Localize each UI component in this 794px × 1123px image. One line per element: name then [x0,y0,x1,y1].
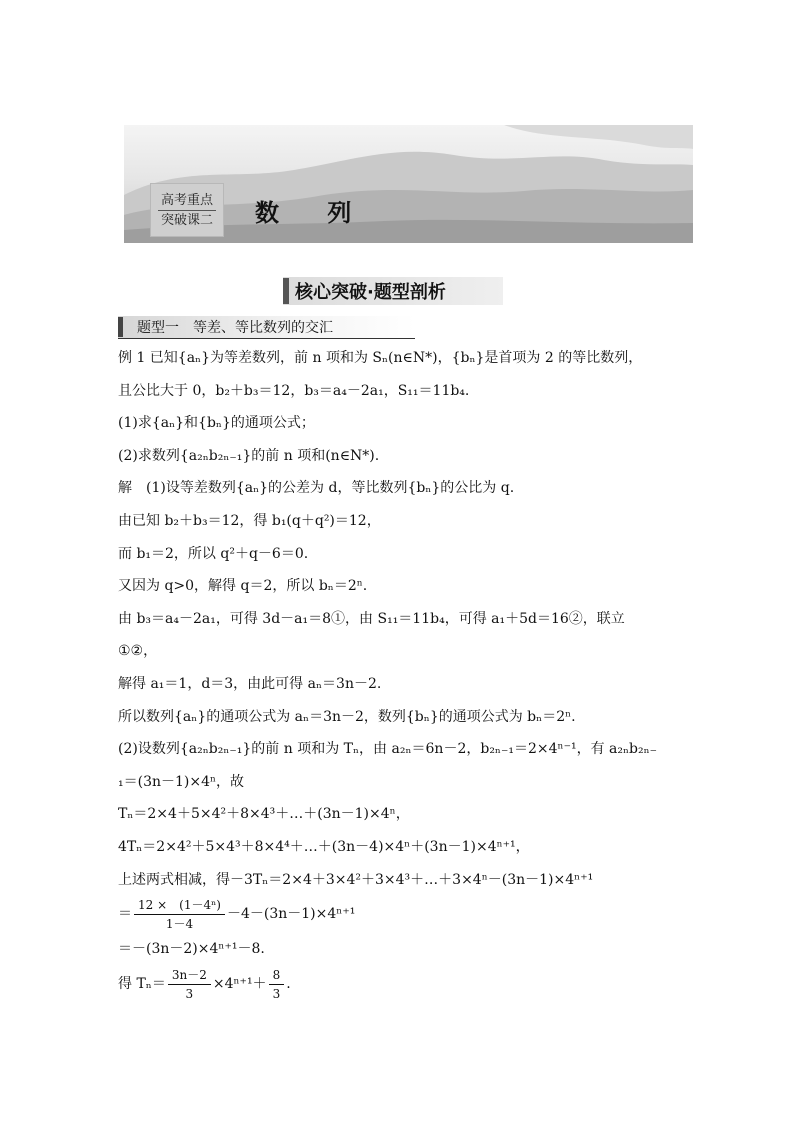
text-line: 解得 a₁＝1，d＝3，由此可得 aₙ＝3n－2. [118,675,382,692]
topic-bar [118,317,123,337]
fraction-line [118,966,693,1003]
fraction-line [118,896,693,933]
section-heading [283,277,503,305]
fraction-denominator: 1－4 [165,917,194,932]
text-fragment: ＝ [118,906,132,923]
text-line: 又因为 q>0，解得 q＝2，所以 bₙ＝2ⁿ. [118,578,368,595]
fraction-denominator: 3 [272,986,281,1001]
text-line: ＝－(3n－2)×4ⁿ⁺¹－8. [118,941,265,958]
topic-heading [118,316,415,339]
text-line: 由 b₃＝a₄－2a₁，可得 3d－a₁＝8①，由 S₁₁＝11b₄，可得 a₁＋5d＝16②，联立 [118,610,625,627]
text-line: (1)求{aₙ}和{bₙ}的通项公式； [118,415,315,432]
topic-heading-text: 题型一 等差、等比数列的交汇 [137,320,333,336]
fraction-numerator: 8 [269,966,285,985]
fraction-denominator: 3 [185,986,194,1001]
text-line: 上述两式相减，得－3Tₙ＝2×4＋3×4²＋3×4³＋…＋3×4ⁿ－(3n－1)×4ⁿ⁺¹ [118,871,594,888]
fraction-numerator: 12 × (1－4ⁿ) [134,896,225,915]
text-line: 而 b₁＝2，所以 q²＋q－6＝0. [118,545,309,562]
text-fragment: . [286,975,291,992]
heading-bar [283,278,289,304]
text-line: 所以数列{aₙ}的通项公式为 aₙ＝3n－2，数列{bₙ}的通项公式为 bₙ＝2ⁿ. [118,708,576,725]
text-line: (2)求数列{a₂ₙb₂ₙ₋₁}的前 n 项和(n∈N*). [118,447,380,464]
section-heading-text: 核心突破·题型剖析 [295,282,446,303]
text-fragment: ×4ⁿ⁺¹＋ [212,975,267,992]
fraction [134,896,225,933]
chapter-banner [124,125,693,243]
badge-line-2: 突破课二 [160,212,213,228]
text-line: 解 (1)设等差数列{aₙ}的公差为 d，等比数列{bₙ}的公比为 q. [118,480,515,497]
course-badge [150,183,224,237]
text-line: Tₙ＝2×4＋5×4²＋8×4³＋…＋(3n－1)×4ⁿ， [118,806,410,823]
fraction-numerator: 3n－2 [168,966,211,985]
text-fragment: －4－(3n－1)×4ⁿ⁺¹ [226,906,356,923]
text-line: 由已知 b₂＋b₃＝12，得 b₁(q＋q²)＝12， [118,512,381,529]
document-body [118,342,693,1003]
badge-line-1: 高考重点 [160,192,213,208]
text-line: ₁＝(3n－1)×4ⁿ，故 [118,773,245,790]
text-line: ①②， [118,643,158,660]
fraction [168,966,211,1003]
text-line: 例 1 已知{aₙ}为等差数列，前 n 项和为 Sₙ(n∈N*)，{bₙ}是首项为 2 的等比数列， [118,350,643,366]
text-line: 4Tₙ＝2×4²＋5×4³＋8×4⁴＋…＋(3n－4)×4ⁿ＋(3n－1)×4ⁿ⁺¹， [118,838,530,855]
text-line: (2)设数列{a₂ₙb₂ₙ₋₁}的前 n 项和为 Tₙ，由 a₂ₙ＝6n－2，b₂ₙ₋₁＝2×4ⁿ⁻¹，有 a₂ₙb₂ₙ₋ [118,741,658,758]
fraction [269,966,285,1003]
text-fragment: 得 Tₙ＝ [118,975,166,992]
text-line: 且公比大于 0，b₂＋b₃＝12，b₃＝a₄－2a₁，S₁₁＝11b₄. [118,382,470,399]
chapter-title: 数 列 [255,199,372,227]
